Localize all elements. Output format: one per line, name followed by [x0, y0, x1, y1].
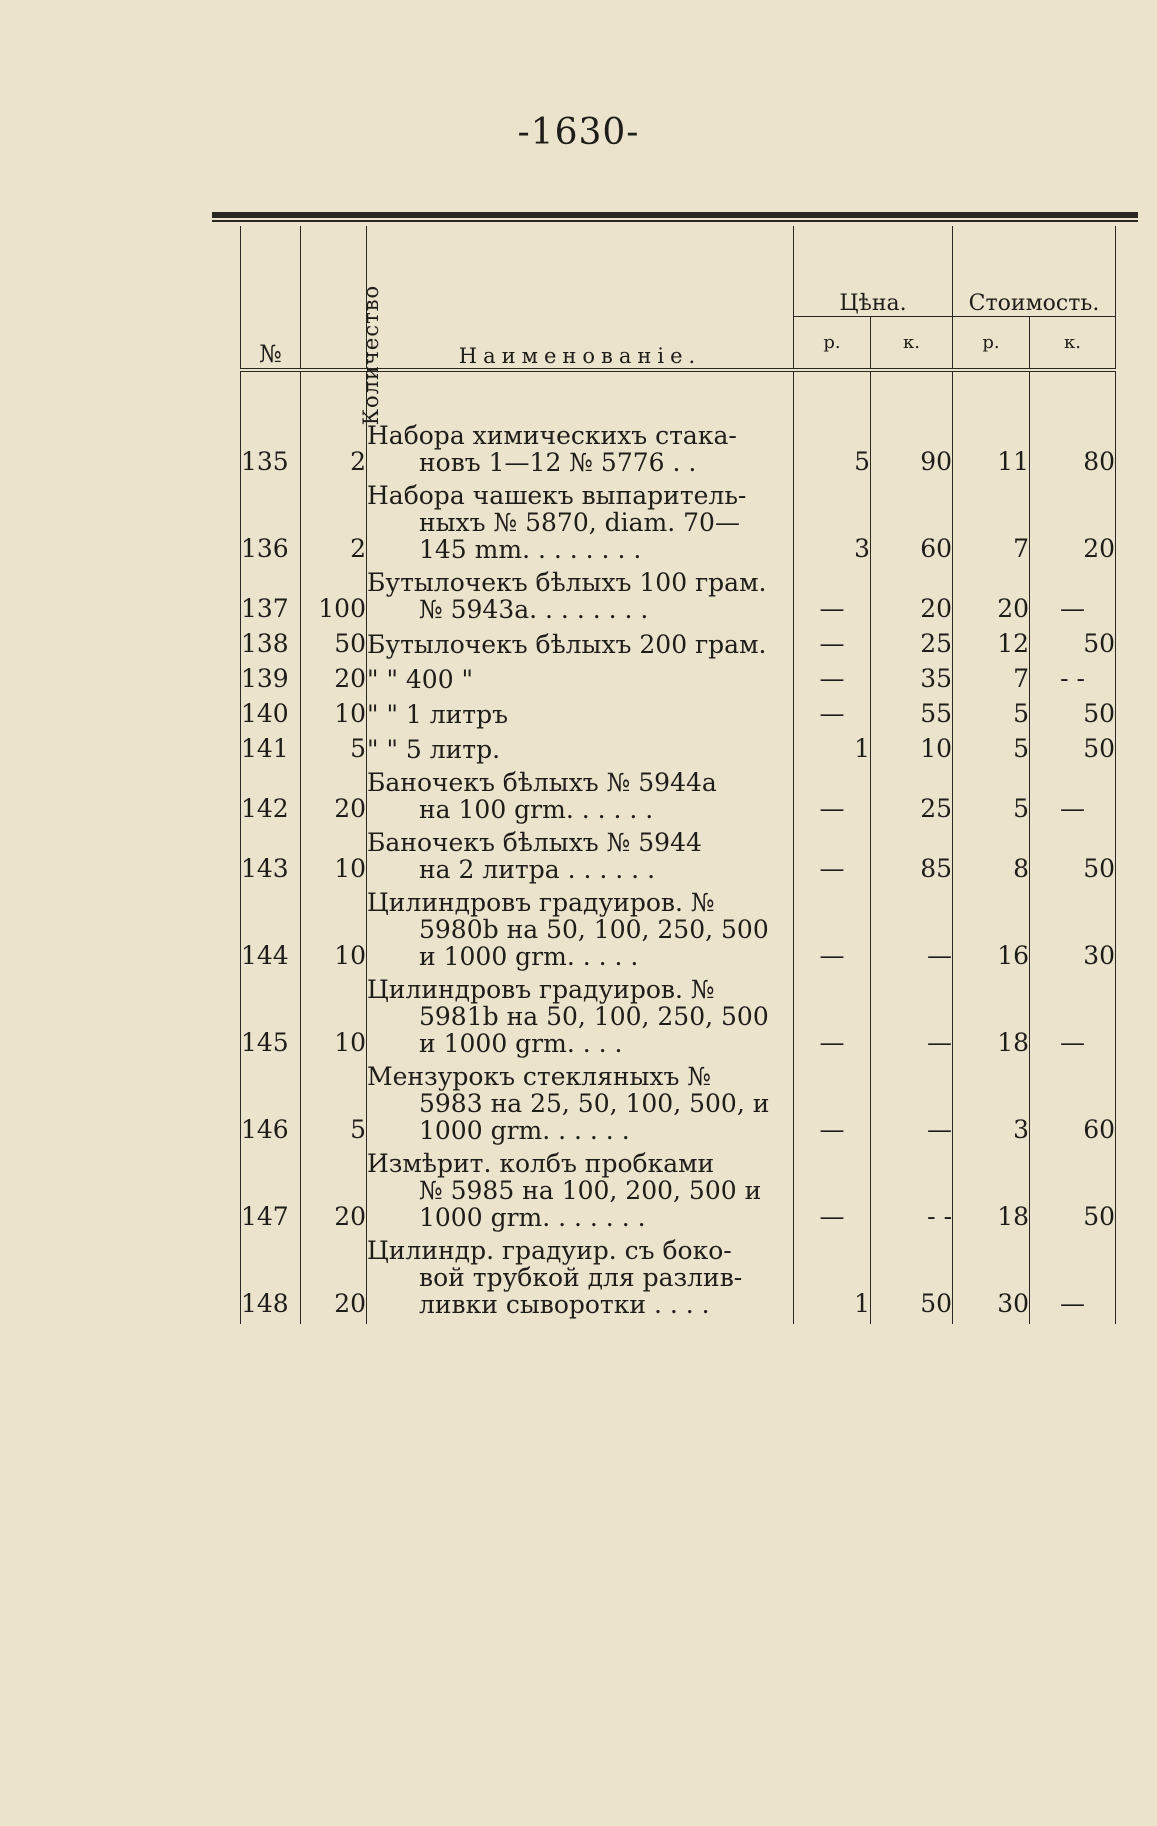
price-kopecks: 85: [871, 829, 953, 889]
price-rubles: —: [794, 569, 871, 629]
table-row: [241, 734, 1116, 769]
table-row: [241, 664, 1116, 699]
price-rubles: 5: [794, 422, 871, 482]
item-name-continuation: 5980b на 50, 100, 250, 500 и 1000 grm. . . . .: [419, 915, 769, 971]
price-kopecks: 35: [871, 664, 953, 699]
item-number: 138: [241, 629, 301, 664]
item-quantity: 10: [301, 699, 367, 734]
price-rubles: —: [794, 699, 871, 734]
item-number: 146: [241, 1063, 301, 1150]
table-row: [241, 699, 1116, 734]
item-name: [367, 664, 794, 699]
item-name-line: Цилиндровъ градуиров. №: [367, 888, 715, 917]
item-quantity: 100: [301, 569, 367, 629]
item-name: [367, 629, 794, 664]
cost-rubles: 16: [953, 889, 1030, 976]
header-cost-rubles: р.: [953, 317, 1030, 371]
price-kopecks: 10: [871, 734, 953, 769]
table-row: [241, 769, 1116, 829]
item-number: 144: [241, 889, 301, 976]
price-rubles: —: [794, 829, 871, 889]
price-kopecks: 25: [871, 769, 953, 829]
item-name: [367, 829, 794, 889]
item-quantity: 20: [301, 1237, 367, 1324]
table-row: [241, 482, 1116, 569]
item-name-line: " " 1 литръ: [367, 700, 509, 729]
item-quantity: 5: [301, 734, 367, 769]
item-name-continuation: ныхъ № 5870, diam. 70— 145 mm. . . . . . . .: [419, 508, 740, 564]
price-kopecks: —: [871, 976, 953, 1063]
price-rubles: 1: [794, 1237, 871, 1324]
price-kopecks: 25: [871, 629, 953, 664]
table-row: [241, 976, 1116, 1063]
price-rubles: 1: [794, 734, 871, 769]
header-price-rubles: р.: [794, 317, 871, 371]
item-name-line: Набора химическихъ стака-: [367, 421, 737, 450]
price-rubles: —: [794, 976, 871, 1063]
item-name: [367, 482, 794, 569]
table-row: [241, 1063, 1116, 1150]
item-name: [367, 1237, 794, 1324]
cost-rubles: 30: [953, 1237, 1030, 1324]
top-rule: [212, 212, 1138, 218]
item-number: 148: [241, 1237, 301, 1324]
item-name: [367, 699, 794, 734]
table-row: [241, 1150, 1116, 1237]
item-quantity: 20: [301, 664, 367, 699]
table-row: [241, 1237, 1116, 1324]
item-quantity: 5: [301, 1063, 367, 1150]
item-name-line: Баночекъ бѣлыхъ № 5944a: [367, 768, 717, 797]
item-number: 139: [241, 664, 301, 699]
table-row: [241, 569, 1116, 629]
item-quantity: 2: [301, 482, 367, 569]
table-row: [241, 422, 1116, 482]
price-rubles: 3: [794, 482, 871, 569]
price-rubles: —: [794, 664, 871, 699]
cost-rubles: 7: [953, 482, 1030, 569]
cost-rubles: 7: [953, 664, 1030, 699]
cost-rubles: 12: [953, 629, 1030, 664]
price-kopecks: 55: [871, 699, 953, 734]
header-price-kopecks: к.: [871, 317, 953, 371]
item-name-line: Цилиндр. градуир. съ боко-: [367, 1236, 732, 1265]
item-name-continuation: вой трубкой для разлив- ливки сыворотки . . . .: [419, 1263, 743, 1319]
header-name: Наименованіе.: [367, 226, 794, 370]
cost-rubles: 18: [953, 1150, 1030, 1237]
price-rubles: —: [794, 629, 871, 664]
cost-kopecks: 20: [1030, 482, 1116, 569]
item-quantity: 20: [301, 769, 367, 829]
item-number: 140: [241, 699, 301, 734]
header-price: Цѣна.: [794, 226, 953, 317]
header-cost: Стоимость.: [953, 226, 1116, 317]
price-kopecks: 60: [871, 482, 953, 569]
item-name-continuation: № 5985 на 100, 200, 500 и 1000 grm. . . . . . .: [419, 1176, 762, 1232]
item-quantity: 10: [301, 889, 367, 976]
cost-kopecks: —: [1030, 976, 1116, 1063]
cost-kopecks: 50: [1030, 734, 1116, 769]
item-name-continuation: на 100 grm. . . . . .: [419, 795, 654, 824]
cost-rubles: 5: [953, 699, 1030, 734]
table-row: [241, 889, 1116, 976]
cost-kopecks: —: [1030, 769, 1116, 829]
cost-rubles: 5: [953, 769, 1030, 829]
item-name-line: " " 5 литр.: [367, 735, 501, 764]
page-number: -1630-: [517, 112, 640, 153]
item-quantity: 10: [301, 829, 367, 889]
price-kopecks: 20: [871, 569, 953, 629]
item-name: [367, 1150, 794, 1237]
item-number: 135: [241, 422, 301, 482]
item-name: [367, 769, 794, 829]
item-name: [367, 976, 794, 1063]
header-quantity-label: Количество: [359, 284, 384, 426]
item-name-line: Измѣрит. колбъ пробками: [367, 1149, 715, 1178]
item-name-line: Цилиндровъ градуиров. №: [367, 975, 715, 1004]
price-rubles: —: [794, 1063, 871, 1150]
price-kopecks: —: [871, 889, 953, 976]
cost-kopecks: 80: [1030, 422, 1116, 482]
cost-rubles: 8: [953, 829, 1030, 889]
ledger-body: [241, 370, 1116, 1324]
item-number: 137: [241, 569, 301, 629]
item-name-continuation: 5981b на 50, 100, 250, 500 и 1000 grm. . . .: [419, 1002, 769, 1058]
price-rubles: —: [794, 1150, 871, 1237]
cost-rubles: 11: [953, 422, 1030, 482]
item-quantity: 2: [301, 422, 367, 482]
cost-kopecks: —: [1030, 1237, 1116, 1324]
cost-kopecks: 60: [1030, 1063, 1116, 1150]
table-row: [241, 829, 1116, 889]
header-number: №: [241, 226, 301, 370]
item-quantity: 20: [301, 1150, 367, 1237]
cost-kopecks: 30: [1030, 889, 1116, 976]
cost-kopecks: - -: [1030, 664, 1116, 699]
item-name-line: Баночекъ бѣлыхъ № 5944: [367, 828, 702, 857]
price-kopecks: —: [871, 1063, 953, 1150]
cost-rubles: 18: [953, 976, 1030, 1063]
top-rule-thin: [212, 220, 1138, 222]
item-number: 143: [241, 829, 301, 889]
cost-rubles: 3: [953, 1063, 1030, 1150]
cost-kopecks: 50: [1030, 829, 1116, 889]
item-name-line: Мензурокъ стекляныхъ №: [367, 1062, 712, 1091]
item-name-line: Бутылочекъ бѣлыхъ 100 грам.: [367, 568, 767, 597]
item-number: 141: [241, 734, 301, 769]
item-name-continuation: № 5943a. . . . . . . .: [419, 595, 649, 624]
item-name-continuation: новъ 1—12 № 5776 . .: [419, 448, 697, 477]
cost-rubles: 20: [953, 569, 1030, 629]
item-name: [367, 734, 794, 769]
price-kopecks: - -: [871, 1150, 953, 1237]
item-number: 142: [241, 769, 301, 829]
cost-kopecks: 50: [1030, 1150, 1116, 1237]
header-cost-kopecks: к.: [1030, 317, 1116, 371]
item-number: 147: [241, 1150, 301, 1237]
item-name-continuation: на 2 литра . . . . . .: [419, 855, 656, 884]
price-rubles: —: [794, 889, 871, 976]
item-name-line: " " 400 ": [367, 665, 474, 694]
item-name: [367, 422, 794, 482]
price-rubles: —: [794, 769, 871, 829]
item-name: [367, 569, 794, 629]
item-quantity: 10: [301, 976, 367, 1063]
item-name-continuation: 5983 на 25, 50, 100, 500, и 1000 grm. . . . . .: [419, 1089, 770, 1145]
item-name: [367, 889, 794, 976]
item-number: 136: [241, 482, 301, 569]
price-ledger-table: [240, 226, 1116, 1324]
item-name-line: Набора чашекъ выпаритель-: [367, 481, 747, 510]
cost-rubles: 5: [953, 734, 1030, 769]
cost-kopecks: 50: [1030, 699, 1116, 734]
cost-kopecks: 50: [1030, 629, 1116, 664]
item-name: [367, 1063, 794, 1150]
header-quantity: [301, 226, 384, 426]
item-name-line: Бутылочекъ бѣлыхъ 200 грам.: [367, 630, 767, 659]
price-kopecks: 50: [871, 1237, 953, 1324]
price-kopecks: 90: [871, 422, 953, 482]
cost-kopecks: —: [1030, 569, 1116, 629]
item-quantity: 50: [301, 629, 367, 664]
table-row: [241, 629, 1116, 664]
item-number: 145: [241, 976, 301, 1063]
